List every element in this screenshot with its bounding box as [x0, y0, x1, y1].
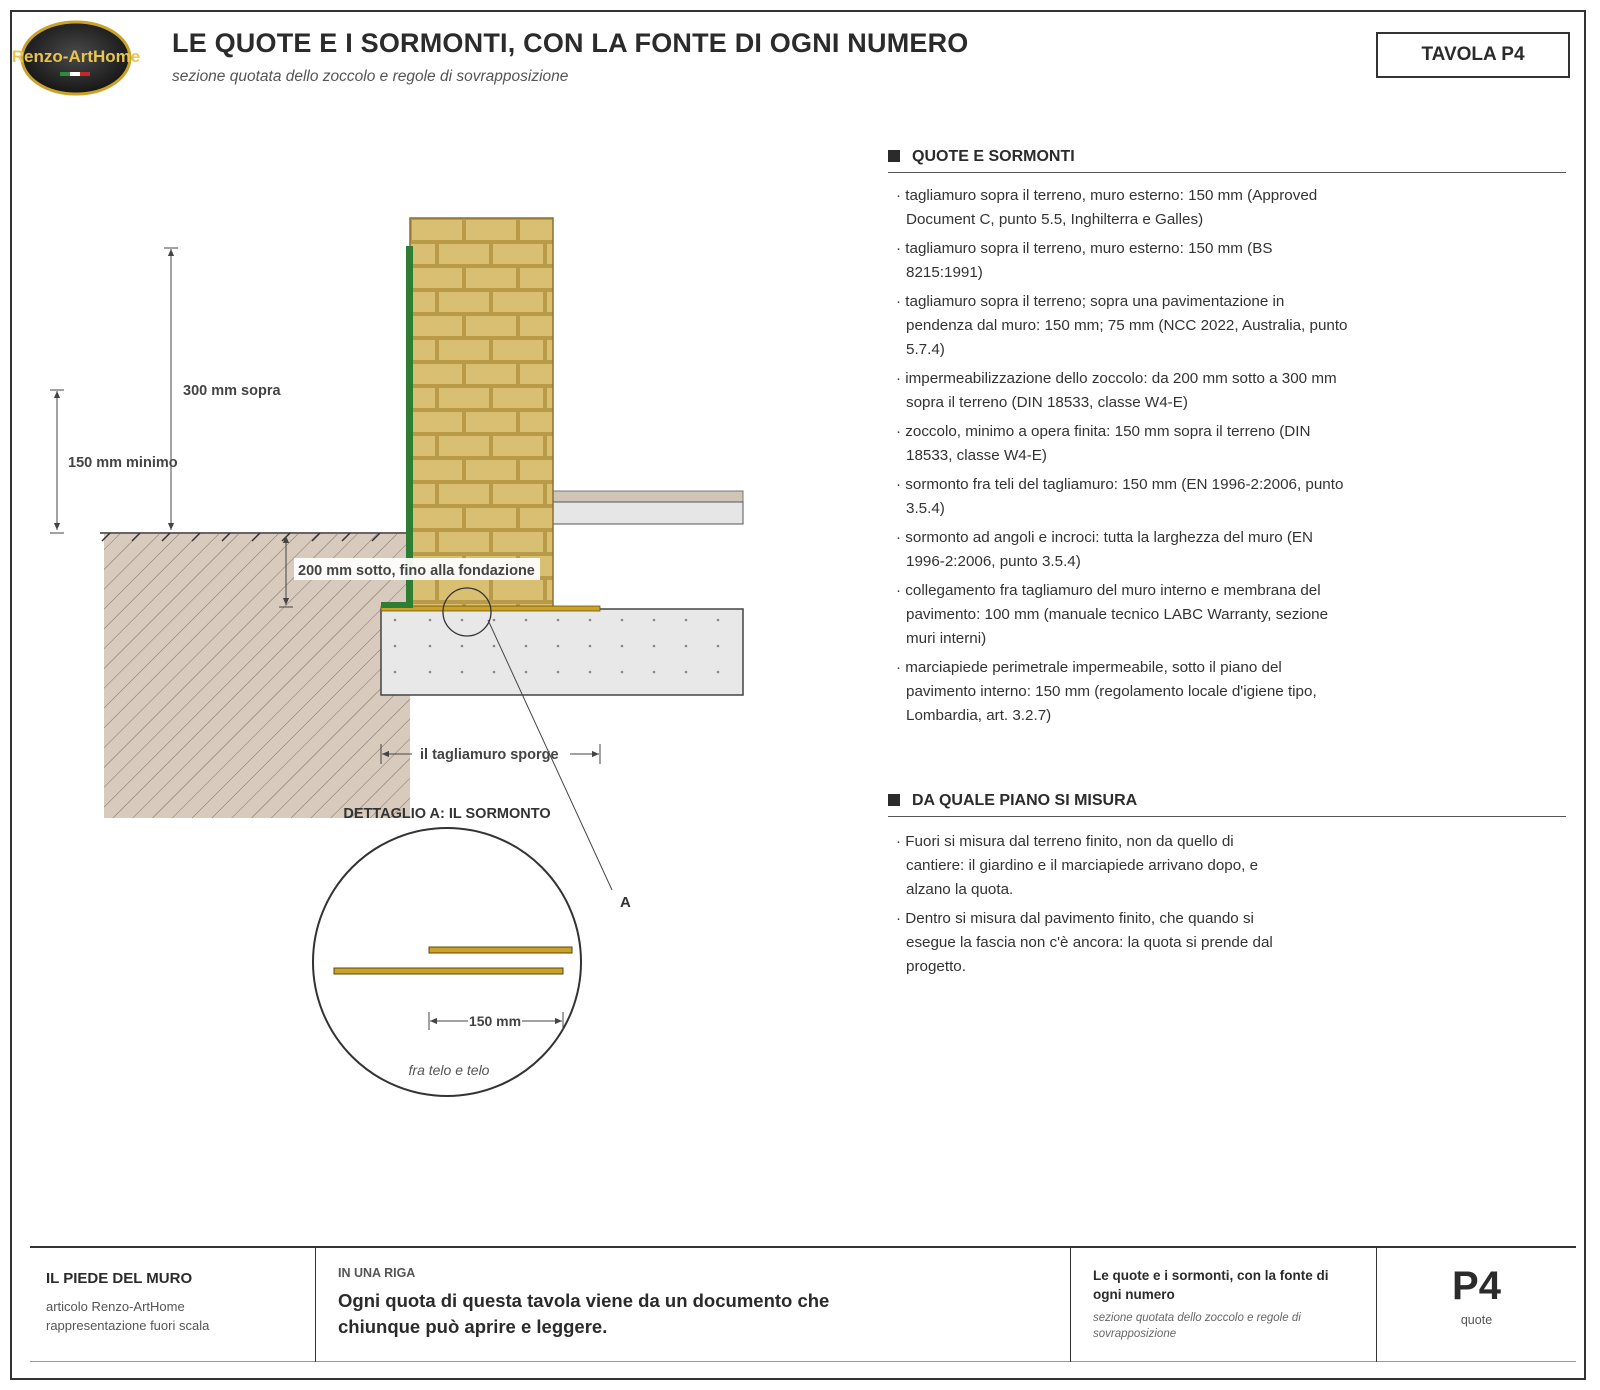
- summary-text: Ogni quota di questa tavola viene da un documento che chiunque può aprire e leggere.: [338, 1290, 830, 1337]
- detail-caption: fra telo e telo: [408, 1062, 490, 1078]
- sheet-code: P4: [1452, 1264, 1501, 1308]
- list-item: · sormonto ad angoli e incroci: tutta la larghezza del muro (EN 1996-2:2006, punto 3.5.4): [896, 529, 1314, 570]
- detail-circle: [313, 828, 581, 1096]
- sheet-tag: quote: [1460, 1313, 1493, 1327]
- page-subtitle: sezione quotata dello zoccolo e regole di sovrapposizione: [172, 68, 569, 85]
- vertical-membrane: [406, 246, 413, 608]
- series-line1: articolo Renzo-ArtHome: [46, 1299, 185, 1314]
- dim-200-label: 200 mm sotto, fino alla fondazione: [298, 563, 535, 579]
- series-title: IL PIEDE DEL MURO: [46, 1270, 193, 1287]
- list-item: · Fuori si misura dal terreno finito, non da quello di cantiere: il giardino e il marciapiede arrivano dopo, e alzano la quota.: [896, 833, 1259, 898]
- detail-title: DETTAGLIO A: IL SORMONTO: [343, 806, 551, 822]
- page-title: LE QUOTE E I SORMONTI, CON LA FONTE DI OGNI NUMERO: [172, 28, 969, 58]
- logo-text: Renzo-ArtHome: [11, 47, 141, 66]
- list-item: · tagliamuro sopra il terreno, muro esterno: 150 mm (BS 8215:1991): [896, 240, 1273, 281]
- list-item: · tagliamuro sopra il terreno; sopra una pavimentazione in pendenza dal muro: 150 mm; 75 mm (NCC 2022, Australia, punto 5.7.4): [896, 293, 1348, 358]
- section-quote-heading: [888, 148, 1566, 173]
- series-line2: rappresentazione fuori scala: [46, 1318, 210, 1333]
- bullet-square-icon: [888, 794, 900, 806]
- floor-finish: [553, 491, 743, 502]
- dim-150-label: 150 mm minimo: [68, 455, 178, 471]
- brick-wall: [410, 218, 553, 608]
- detail-dim-label: 150 mm: [468, 1013, 522, 1029]
- dim-300-label: 300 mm sopra: [183, 383, 281, 399]
- dim-sporge-label: il tagliamuro sporge: [420, 747, 559, 763]
- detail-marker: A: [620, 894, 631, 911]
- membrane-foot: [381, 602, 413, 608]
- sheet-subtitle: sezione quotata dello zoccolo e regole di sovrapposizione: [1093, 1312, 1301, 1340]
- section-drawing: [0, 0, 860, 1110]
- list-item: · zoccolo, minimo a opera finita: 150 mm sopra il terreno (DIN 18533, classe W4-E): [896, 423, 1311, 464]
- title-block: [30, 1246, 1576, 1362]
- bullet-square-icon: [888, 150, 900, 162]
- piano-list: [888, 830, 1288, 984]
- detail-membrane-lower: [334, 968, 563, 974]
- sheet-label: TAVOLA P4: [1376, 32, 1570, 78]
- summary-label: IN UNA RIGA: [338, 1266, 416, 1280]
- title-block-code: [1377, 1248, 1576, 1362]
- floor-slab: [553, 502, 743, 524]
- list-item: · marciapiede perimetrale impermeabile, sotto il piano del pavimento interno: 150 mm (regolamento locale d'igiene tipo, Lombardia, art. 3.2.7): [896, 659, 1317, 724]
- section-quote-title: QUOTE E SORMONTI: [912, 148, 1075, 165]
- title-block-series: [30, 1248, 316, 1362]
- list-item: · collegamento fra tagliamuro del muro interno e membrana del pavimento: 100 mm (manuale tecnico LABC Warranty, sezione muri interni): [896, 582, 1329, 647]
- list-item: · Dentro si misura dal pavimento finito, che quando si esegue la fascia non c'è ancora: la quota si prende dal progetto.: [896, 910, 1273, 975]
- list-item: · impermeabilizzazione dello zoccolo: da 200 mm sotto a 300 mm sopra il terreno (DIN 18533, classe W4-E): [896, 370, 1337, 411]
- foundation-slab: [381, 609, 743, 695]
- quote-list: [888, 184, 1348, 733]
- section-piano-heading: [888, 792, 1566, 817]
- title-block-summary: [316, 1248, 1071, 1362]
- section-piano-title: DA QUALE PIANO SI MISURA: [912, 792, 1138, 809]
- list-item: · sormonto fra teli del tagliamuro: 150 mm (EN 1996-2:2006, punto 3.5.4): [896, 476, 1344, 517]
- detail-membrane-upper: [429, 947, 572, 953]
- sheet-title: Le quote e i sormonti, con la fonte di ogni numero: [1093, 1268, 1329, 1302]
- list-item: · tagliamuro sopra il terreno, muro esterno: 150 mm (Approved Document C, punto 5.5, Inghilterra e Galles): [896, 187, 1318, 228]
- title-block-sheet: [1071, 1248, 1377, 1362]
